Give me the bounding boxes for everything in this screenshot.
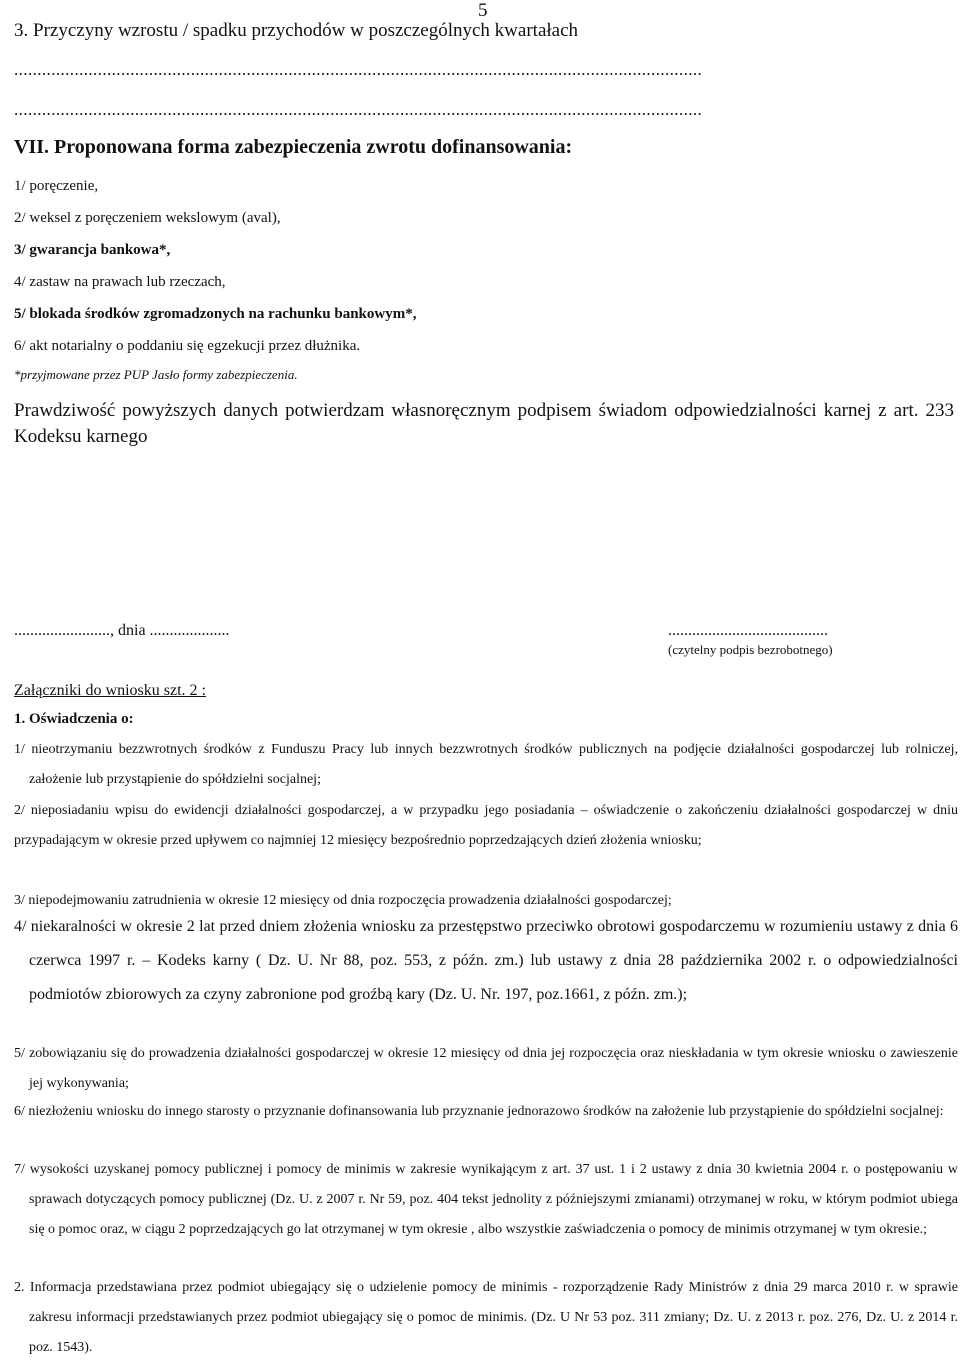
security-option-4: 4/ zastaw na prawach lub rzeczach, bbox=[14, 274, 226, 290]
statements-title: 1. Oświadczenia o: bbox=[14, 711, 134, 727]
place-date-line: ........................, dnia .................... bbox=[14, 622, 230, 639]
security-option-2: 2/ weksel z poręczeniem wekslowym (aval), bbox=[14, 210, 281, 226]
attachment-2-text: 2. Informacja przedstawiana przez podmiot ubiegający się o udzielenie pomocy de minimis - rozporządzenie Rady Ministrów z dnia 29 marca 2010 r. w sprawie zakresu informacji przedstawianych przez podmiot ubiegający się o pomoc de minimis. (Dz. U Nr 53 poz. 311 zmiany; Dz. U. z 2013 r. poz. 276, Dz. U. z 2014 r. poz. 1543). bbox=[14, 1280, 958, 1355]
statement-7 bbox=[14, 1155, 958, 1245]
statement-1 bbox=[14, 735, 958, 795]
section-7-title: VII. Proponowana forma zabezpieczenia zwrotu dofinansowania: bbox=[14, 136, 573, 158]
security-option-5: 5/ blokada środków zgromadzonych na rachunku bankowym*, bbox=[14, 306, 417, 322]
security-option-6: 6/ akt notarialny o poddaniu się egzekucji przez dłużnika. bbox=[14, 338, 361, 354]
statement-7-text: 7/ wysokości uzyskanej pomocy publicznej i pomocy de minimis w zakresie wynikającym z art. 37 ust. 1 i 2 ustawy z dnia 30 kwietnia 2004 r. o postępowaniu w sprawach dotyczących pomocy publicznej (Dz. U. z 2007 r. Nr 59, poz. 404 tekst jednolity z późniejszymi zmianami) otrzymanej w roku, w którym podmiot ubiega się o pomoc oraz, w ciągu 2 poprzedzających go lat otrzymanej w tym okresie , albo wszystkie zaświadczenia o pomocy de minimis otrzymanej w tym okresie.; bbox=[14, 1162, 958, 1237]
statement-6 bbox=[14, 1097, 958, 1127]
statement-5-text: 5/ zobowiązaniu się do prowadzenia działalności gospodarczej w okresie 12 miesięcy od dnia jej rozpoczęcia oraz nieskładania w tym okresie wniosku o zawieszenie jej wykonywania; bbox=[14, 1046, 958, 1091]
page-number: 5 bbox=[478, 0, 488, 21]
statement-5 bbox=[14, 1039, 958, 1099]
statement-2-text: 2/ nieposiadaniu wpisu do ewidencji działalności gospodarczej, a w przypadku jego posiadania – oświadczenie o zakończeniu działalności gospodarczej w dniu przypadającym w okresie przed upływem co najmniej 12 miesięcy bezpośrednio poprzedzających dzień złożenia wniosku; bbox=[14, 803, 958, 848]
statement-2 bbox=[14, 796, 958, 856]
statement-4 bbox=[14, 910, 958, 1012]
signature-line: ........................................ bbox=[668, 622, 828, 639]
security-option-3: 3/ gwarancja bankowa*, bbox=[14, 242, 171, 258]
signature-caption: (czytelny podpis bezrobotnego) bbox=[668, 642, 833, 657]
statement-3-text: 3/ niepodejmowaniu zatrudnienia w okresie 12 miesięcy od dnia rozpoczęcia prowadzenia działalności gospodarczej; bbox=[14, 893, 672, 908]
statement-4-text: 4/ niekaralności w okresie 2 lat przed dniem złożenia wniosku za przestępstwo przeciwko obrotowi gospodarczemu w rozumieniu ustawy z dnia 6 czerwca 1997 r. – Kodeks karny ( Dz. U. Nr 88, poz. 553, z późn. zm.) lub ustawy z dnia 28 października 2002 r. o odpowiedzialności podmiotów zbiorowych za czyny zabronione pod groźbą kary (Dz. U. Nr. 197, poz.1661, z późn. zm.); bbox=[14, 918, 958, 1003]
attachments-title: Załączniki do wniosku szt. 2 : bbox=[14, 682, 206, 699]
statement-6-text: 6/ niezłożeniu wniosku do innego starosty o przyznanie dofinansowania lub przyznanie jednorazowo środków na założenie lub przystąpienie do spółdzielni socjalnej: bbox=[14, 1104, 944, 1119]
statement-1-text: 1/ nieotrzymaniu bezzwrotnych środków z Funduszu Pracy lub innych bezzwrotnych środków publicznych na podjęcie działalności gospodarczej lub rolniczej, założenie lub przystąpienie do spółdzielni socjalnej; bbox=[14, 742, 958, 787]
answer-line-2: .................................................................................................................................................... bbox=[14, 100, 703, 119]
answer-line-1: .................................................................................................................................................... bbox=[14, 60, 703, 79]
declaration-text: Prawdziwość powyższych danych potwierdzam własnoręcznym podpisem świadom odpowiedzialności karnej z art. 233 Kodeksu karnego bbox=[14, 400, 954, 447]
section-3-title: 3. Przyczyny wzrostu / spadku przychodów w poszczególnych kwartałach bbox=[14, 20, 579, 41]
attachment-2 bbox=[14, 1273, 958, 1363]
security-option-1: 1/ poręczenie, bbox=[14, 178, 99, 194]
security-footnote: *przyjmowane przez PUP Jasło formy zabezpieczenia. bbox=[14, 367, 298, 382]
